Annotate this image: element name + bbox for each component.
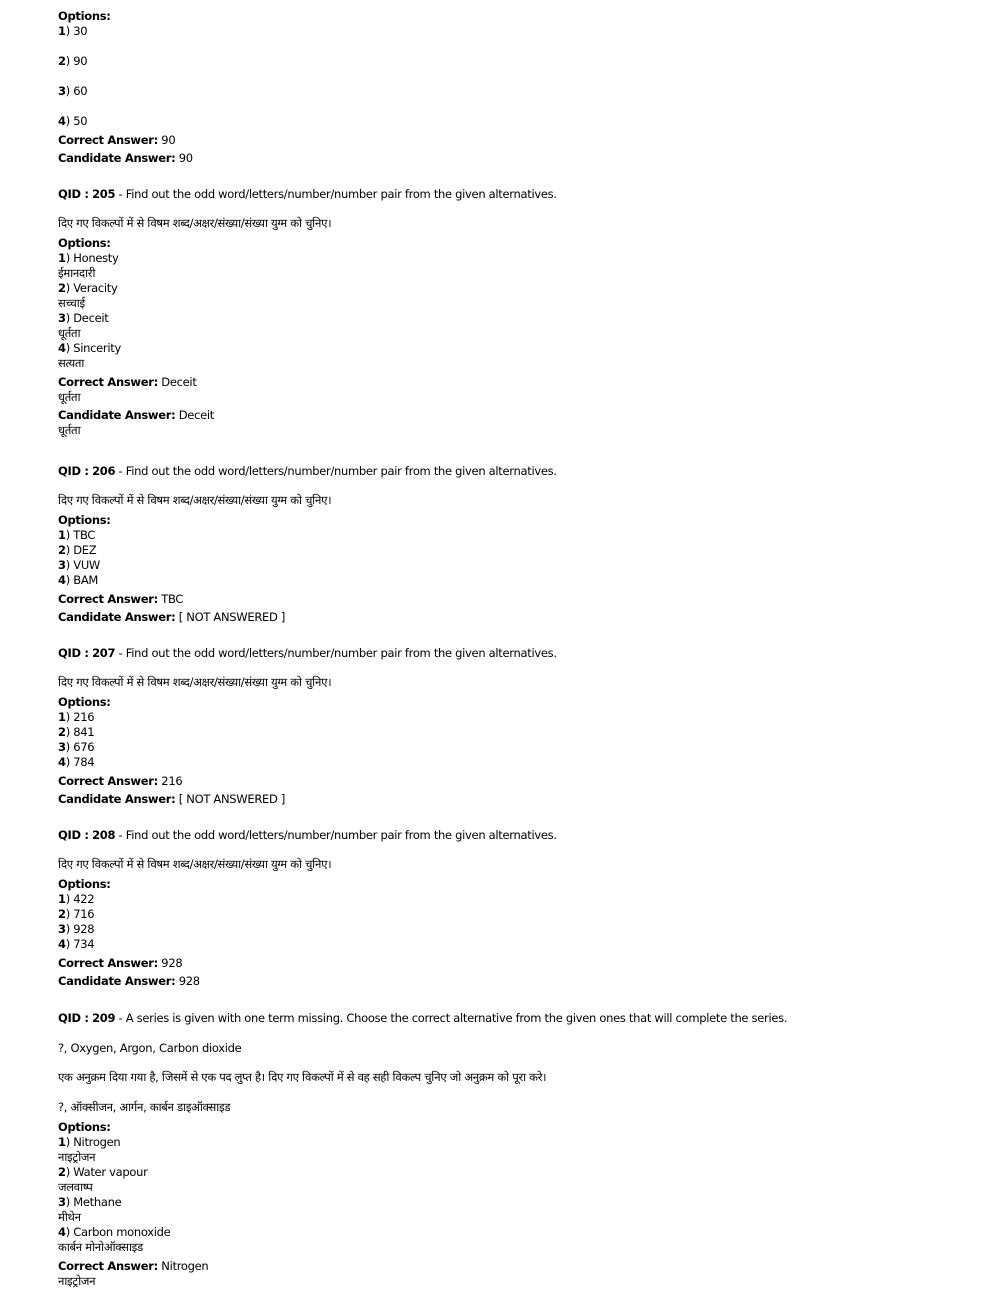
option-number: 4: [58, 573, 66, 587]
question-header: QID : 207 - Find out the odd word/letters/number/number pair from the given alternatives.: [58, 646, 557, 660]
label: Candidate Answer:: [58, 792, 176, 806]
option-number: 1: [58, 24, 66, 38]
value: [ NOT ANSWERED ]: [178, 792, 286, 806]
label: Candidate Answer:: [58, 408, 176, 422]
option-item: [58, 311, 958, 326]
option-text: VUW: [73, 558, 101, 572]
question-text-hindi: दिए गए विकल्पों में से विषम शब्द/अक्षर/संख्या/संख्या युग्म को चुनिए।: [58, 493, 332, 507]
option-text: 928: [73, 922, 95, 936]
question-text: Find out the odd word/letters/number/number pair from the given alternatives.: [125, 187, 557, 201]
option-number: 2: [58, 543, 66, 557]
option-item: [58, 558, 958, 573]
question-text: Find out the odd word/letters/number/number pair from the given alternatives.: [125, 646, 557, 660]
question-text-hindi: दिए गए विकल्पों में से विषम शब्द/अक्षर/संख्या/संख्या युग्म को चुनिए।: [58, 675, 332, 689]
option-item: [58, 24, 958, 39]
option-number: 3: [58, 558, 66, 572]
question-block: [58, 1011, 958, 1289]
option-item: [58, 341, 958, 356]
option-hindi: मीथेन: [58, 1210, 81, 1224]
option-item: [58, 725, 958, 740]
option-number: 4: [58, 1225, 66, 1239]
label: Correct Answer:: [58, 956, 158, 970]
option-item: [58, 1225, 958, 1240]
option-paren: ): [65, 907, 74, 921]
value: 216: [161, 774, 183, 788]
question-block: [58, 187, 958, 438]
correct-answer: [58, 774, 958, 789]
option-paren: ): [65, 543, 74, 557]
option-number: 4: [58, 937, 66, 951]
option-hindi: नाइट्रोजन: [58, 1150, 96, 1164]
options-label: Options:: [58, 236, 111, 250]
option-paren: ): [65, 755, 74, 769]
option-paren: ): [65, 24, 74, 38]
label: Candidate Answer:: [58, 151, 176, 165]
option-paren: ): [65, 725, 74, 739]
option-text: 216: [73, 710, 95, 724]
option-paren: ): [65, 1135, 74, 1149]
option-text: 30: [73, 24, 88, 38]
label: Correct Answer:: [58, 592, 158, 606]
option-paren: ): [65, 573, 74, 587]
option-text: TBC: [73, 528, 96, 542]
candidate-answer: [58, 792, 958, 807]
option-text: 784: [73, 755, 95, 769]
option-paren: ): [65, 281, 74, 295]
value: 928: [178, 974, 200, 988]
question-id: 208: [92, 828, 116, 842]
option-text: 60: [73, 84, 88, 98]
option-number: 2: [58, 907, 66, 921]
option-number: 3: [58, 922, 66, 936]
correct-answer: [58, 1259, 958, 1274]
question-header: QID : 205 - Find out the odd word/letters/number/number pair from the given alternatives.: [58, 187, 557, 201]
option-item: [58, 251, 958, 266]
options-label: Options:: [58, 695, 111, 709]
candidate-answer: [58, 610, 958, 625]
option-item: [58, 528, 958, 543]
question-header: QID : 209 - A series is given with one term missing. Choose the correct alternative from the given ones that will complete the series.: [58, 1011, 788, 1025]
option-text: Nitrogen: [73, 1135, 121, 1149]
option-text: BAM: [73, 573, 99, 587]
option-paren: ): [65, 740, 74, 754]
option-number: 2: [58, 725, 66, 739]
value: 90: [178, 151, 193, 165]
question-text: A series is given with one term missing. Choose the correct alternative from the given ones that will complete the series.: [125, 1011, 788, 1025]
correct-answer: [58, 956, 958, 971]
option-number: 1: [58, 1135, 66, 1149]
option-text: 50: [73, 114, 88, 128]
option-number: 4: [58, 114, 66, 128]
option-paren: ): [65, 54, 74, 68]
option-text: 734: [73, 937, 95, 951]
option-paren: ): [65, 251, 74, 265]
question-id: 205: [92, 187, 116, 201]
option-item: [58, 1135, 958, 1150]
option-paren: ): [65, 84, 74, 98]
question-text: Find out the odd word/letters/number/number pair from the given alternatives.: [125, 464, 557, 478]
candidate-answer: [58, 974, 958, 989]
correct-answer-hindi: धूर्तता: [58, 390, 81, 404]
option-number: 3: [58, 311, 66, 325]
candidate-answer: [58, 408, 958, 423]
option-number: 1: [58, 251, 66, 265]
option-paren: ): [65, 341, 74, 355]
option-number: 3: [58, 740, 66, 754]
option-item: [58, 740, 958, 755]
option-paren: ): [65, 114, 74, 128]
option-paren: ): [65, 1195, 74, 1209]
question-header: QID : 208 - Find out the odd word/letters/number/number pair from the given alternatives.: [58, 828, 557, 842]
series-line: ?, Oxygen, Argon, Carbon dioxide: [58, 1041, 242, 1055]
option-number: 2: [58, 54, 66, 68]
option-item: [58, 281, 958, 296]
option-paren: ): [65, 710, 74, 724]
option-number: 4: [58, 341, 66, 355]
label: Correct Answer:: [58, 774, 158, 788]
label: Candidate Answer:: [58, 610, 176, 624]
option-item: [58, 1195, 958, 1210]
series-line-hindi: ?, ऑक्सीजन, आर्गन, कार्बन डाइऑक्साइड: [58, 1100, 231, 1114]
label: Correct Answer:: [58, 133, 158, 147]
option-text: Deceit: [73, 311, 109, 325]
option-paren: ): [65, 311, 74, 325]
option-text: Water vapour: [73, 1165, 148, 1179]
option-item: [58, 710, 958, 725]
question-header: QID : 206 - Find out the odd word/letters/number/number pair from the given alternatives.: [58, 464, 557, 478]
value: 928: [161, 956, 183, 970]
option-hindi: धूर्तता: [58, 326, 81, 340]
option-paren: ): [65, 892, 74, 906]
question-block: [58, 646, 958, 807]
options-label: Options:: [58, 877, 111, 891]
question-block-previous: [58, 9, 958, 166]
options-label: Options:: [58, 9, 111, 23]
option-item: [58, 907, 958, 922]
correct-answer: [58, 375, 958, 390]
question-id: 207: [92, 646, 116, 660]
candidate-answer-hindi: धूर्तता: [58, 423, 81, 437]
option-number: 2: [58, 281, 66, 295]
option-hindi: कार्बन मोनोऑक्साइड: [58, 1240, 143, 1254]
option-item: [58, 114, 958, 129]
option-number: 3: [58, 84, 66, 98]
option-number: 1: [58, 528, 66, 542]
option-text: Methane: [73, 1195, 122, 1209]
option-item: [58, 543, 958, 558]
option-number: 1: [58, 710, 66, 724]
option-hindi: सत्यता: [58, 356, 85, 370]
correct-answer: [58, 133, 958, 148]
value: 90: [161, 133, 176, 147]
option-text: 90: [73, 54, 88, 68]
option-item: [58, 54, 958, 69]
question-id: 206: [92, 464, 116, 478]
option-hindi: जलवाष्प: [58, 1180, 93, 1194]
option-paren: ): [65, 922, 74, 936]
label: Candidate Answer:: [58, 974, 176, 988]
question-text-hindi: दिए गए विकल्पों में से विषम शब्द/अक्षर/संख्या/संख्या युग्म को चुनिए।: [58, 216, 332, 230]
question-text: Find out the odd word/letters/number/number pair from the given alternatives.: [125, 828, 557, 842]
option-item: [58, 1165, 958, 1180]
option-text: 841: [73, 725, 95, 739]
option-number: 2: [58, 1165, 66, 1179]
option-text: 422: [73, 892, 95, 906]
value: [ NOT ANSWERED ]: [178, 610, 286, 624]
option-item: [58, 922, 958, 937]
option-text: 716: [73, 907, 95, 921]
options-label: Options:: [58, 1120, 111, 1134]
options-label: Options:: [58, 513, 111, 527]
option-text: Honesty: [73, 251, 119, 265]
question-block: [58, 464, 958, 625]
option-number: 3: [58, 1195, 66, 1209]
question-id: 209: [92, 1011, 116, 1025]
value: TBC: [161, 592, 184, 606]
option-text: 676: [73, 740, 95, 754]
label: Correct Answer:: [58, 375, 158, 389]
option-text: Veracity: [73, 281, 118, 295]
option-paren: ): [65, 1165, 74, 1179]
option-item: [58, 573, 958, 588]
question-block: [58, 828, 958, 989]
option-paren: ): [65, 937, 74, 951]
option-text: DEZ: [73, 543, 97, 557]
option-paren: ): [65, 558, 74, 572]
option-number: 1: [58, 892, 66, 906]
value: Deceit: [178, 408, 214, 422]
label: Correct Answer:: [58, 1259, 158, 1273]
option-hindi: सच्चाई: [58, 296, 85, 310]
option-item: [58, 84, 958, 99]
option-hindi: ईमानदारी: [58, 266, 96, 280]
option-text: Carbon monoxide: [73, 1225, 171, 1239]
correct-answer: [58, 592, 958, 607]
value: Nitrogen: [161, 1259, 209, 1273]
candidate-answer: [58, 151, 958, 166]
correct-answer-hindi: नाइट्रोजन: [58, 1274, 96, 1288]
option-item: [58, 892, 958, 907]
option-paren: ): [65, 1225, 74, 1239]
option-paren: ): [65, 528, 74, 542]
value: Deceit: [161, 375, 197, 389]
option-item: [58, 755, 958, 770]
question-text-hindi: दिए गए विकल्पों में से विषम शब्द/अक्षर/संख्या/संख्या युग्म को चुनिए।: [58, 857, 332, 871]
question-text-hindi: एक अनुक्रम दिया गया है, जिसमें से एक पद लुप्त है। दिए गए विकल्पों में से वह सही विकल्प चुनिए जो अनुक्रम को पूरा करे।: [58, 1070, 547, 1084]
option-item: [58, 937, 958, 952]
option-number: 4: [58, 755, 66, 769]
option-text: Sincerity: [73, 341, 121, 355]
